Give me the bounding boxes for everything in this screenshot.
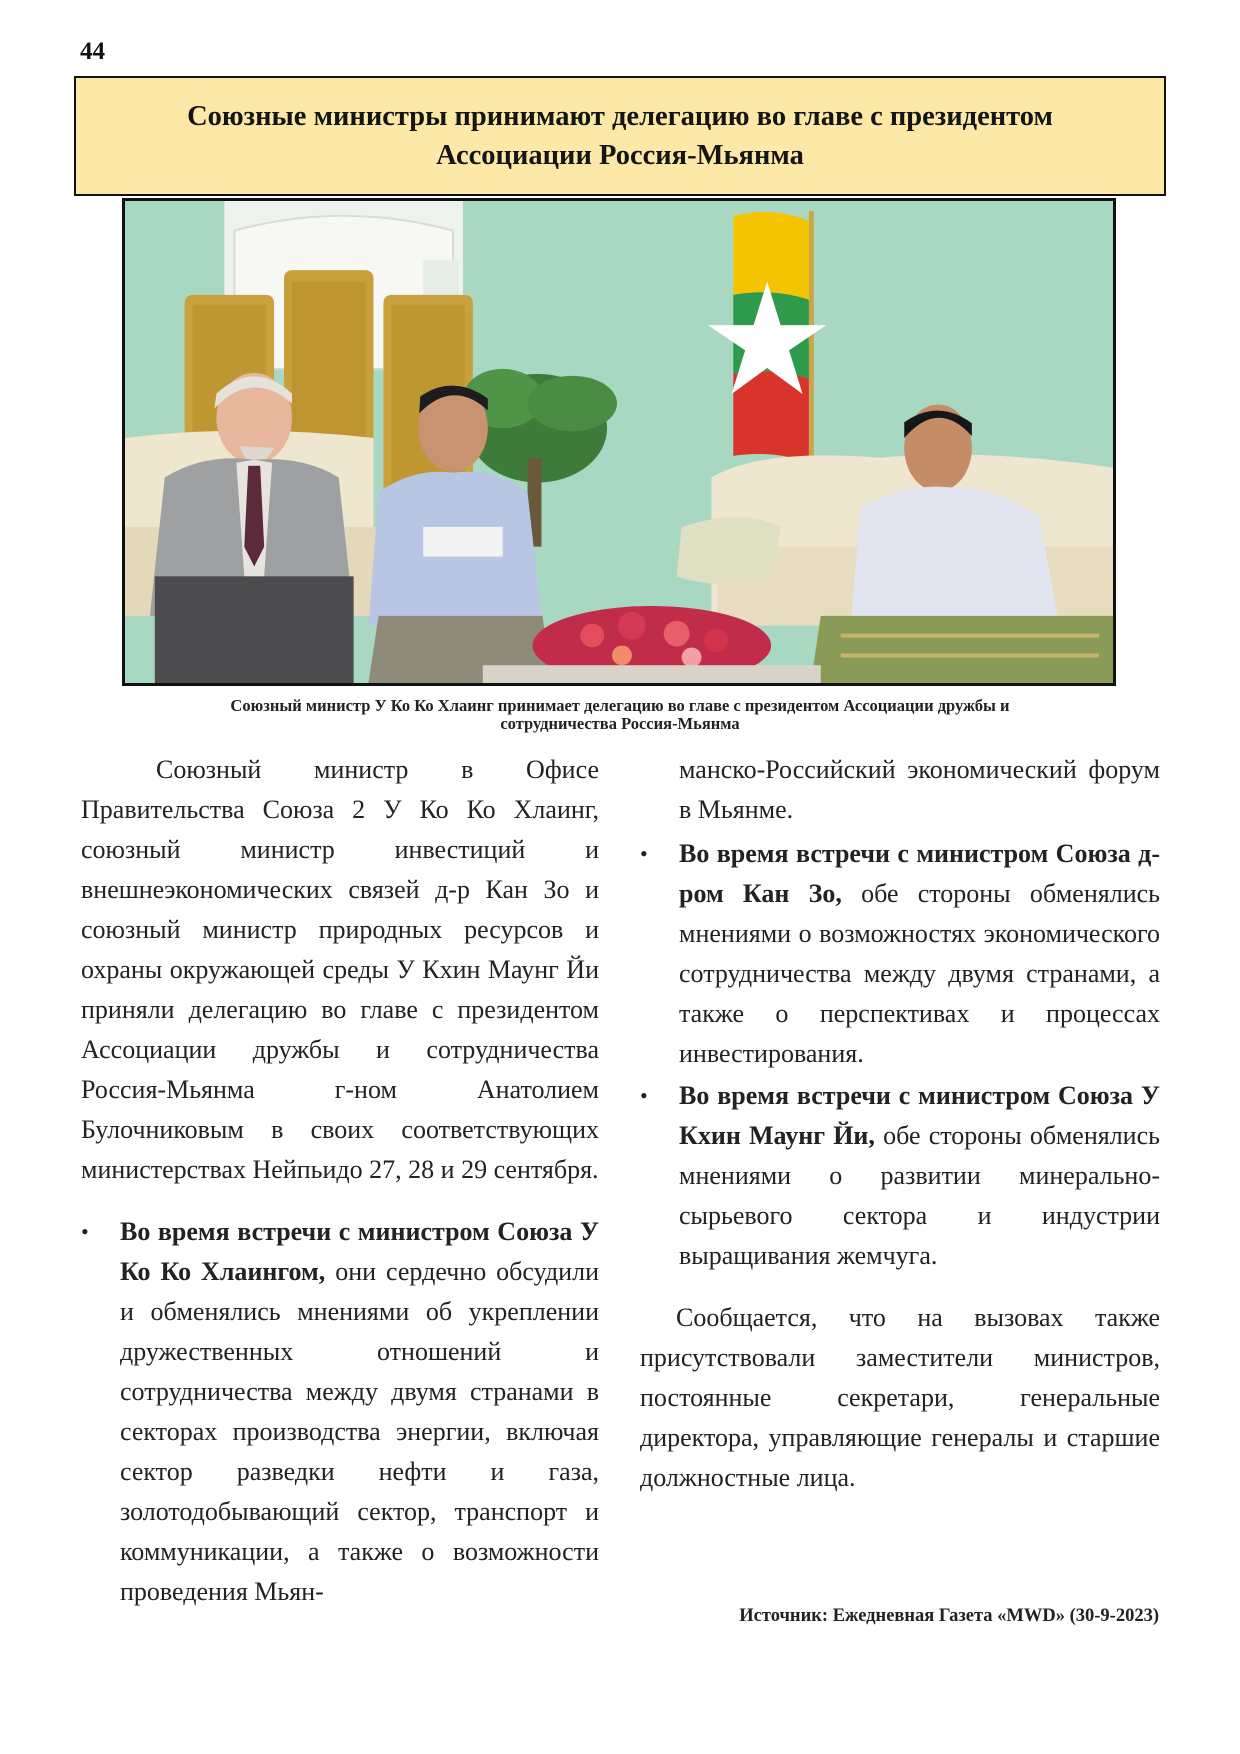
bullet-item-1 [81,1212,599,1612]
bullet-3-lead: Во время встречи с министром Союза У Кхин Маунг Йи, [679,1081,1160,1150]
right-column [640,750,1160,1498]
bullet-1-lead: Во время встречи с министром Союза У Ко Ко Хлаингом, [120,1217,599,1286]
closing-paragraph: Сообщается, что на вызовах также присутствовали заместители министров, постоянные секретари, генеральные директора, управляющие генералы и старшие должностные лица. [640,1303,1160,1492]
title-line-1: Союзные министры принимают делегацию во главе с президентом [187,101,1053,132]
bullet-item-2 [640,834,1160,1074]
source-note: Источник: Ежедневная Газета «MWD» (30-9-2023) [739,1606,1159,1626]
bullet-3-text: обе стороны обменялись мнениями о развитии минерально-сырьевого сектора и индустрии выращивания жемчуга. [679,1121,1160,1270]
article-title-box [74,76,1166,196]
bullet-2-text: обе стороны обменялись мнениями о возможностях экономического сотрудничества между двумя странами, а также о перспективах и процессах инвестирования. [679,879,1161,1068]
caption-line-2: сотрудничества Россия-Мьянма [500,714,740,733]
article-title [187,97,1053,175]
bullet-1-text: они сердечно обсудили и обменялись мнениями об укреплении дружественных отношений и сотрудничества между двумя странами в секторах производства энергии, включая сектор разведки нефти и газа, золотодобывающий сектор, транспорт и коммуникации, а также о возможности проведения Мьян- [120,1257,599,1606]
intro-paragraph: Союзный министр в Офисе Правительства Союза 2 У Ко Ко Хлаинг, союзный министр инвестиций и внешнеэкономических связей д-р Кан Зо и союзный министр природных ресурсов и охраны окружающей среды У Кхин Маунг Йи приняли делегацию во главе с президентом Ассоциации дружбы и сотрудничества Россия-Мьянма г-ном Анатолием Булочниковым в своих соответствующих министерствах Нейпьидо 27, 28 и 29 сентября. [81,755,599,1184]
bullet-item-3 [640,1076,1160,1276]
bullet-1-continuation: манско-Российский экономический форум в Мьянме. [679,755,1160,824]
photo-caption [100,697,1140,733]
meeting-photo [122,198,1116,686]
title-line-2: Ассоциации Россия-Мьянма [436,140,804,171]
meeting-photo-illustration [125,201,1113,683]
left-column [81,750,599,1612]
bullet-2-lead: Во время встречи с министром Союза д-ром Кан Зо, [679,839,1160,908]
caption-line-1: Союзный министр У Ко Ко Хлаинг принимает делегацию во главе с президентом Ассоциации дружбы и [230,696,1010,715]
page-number: 44 [80,38,105,65]
